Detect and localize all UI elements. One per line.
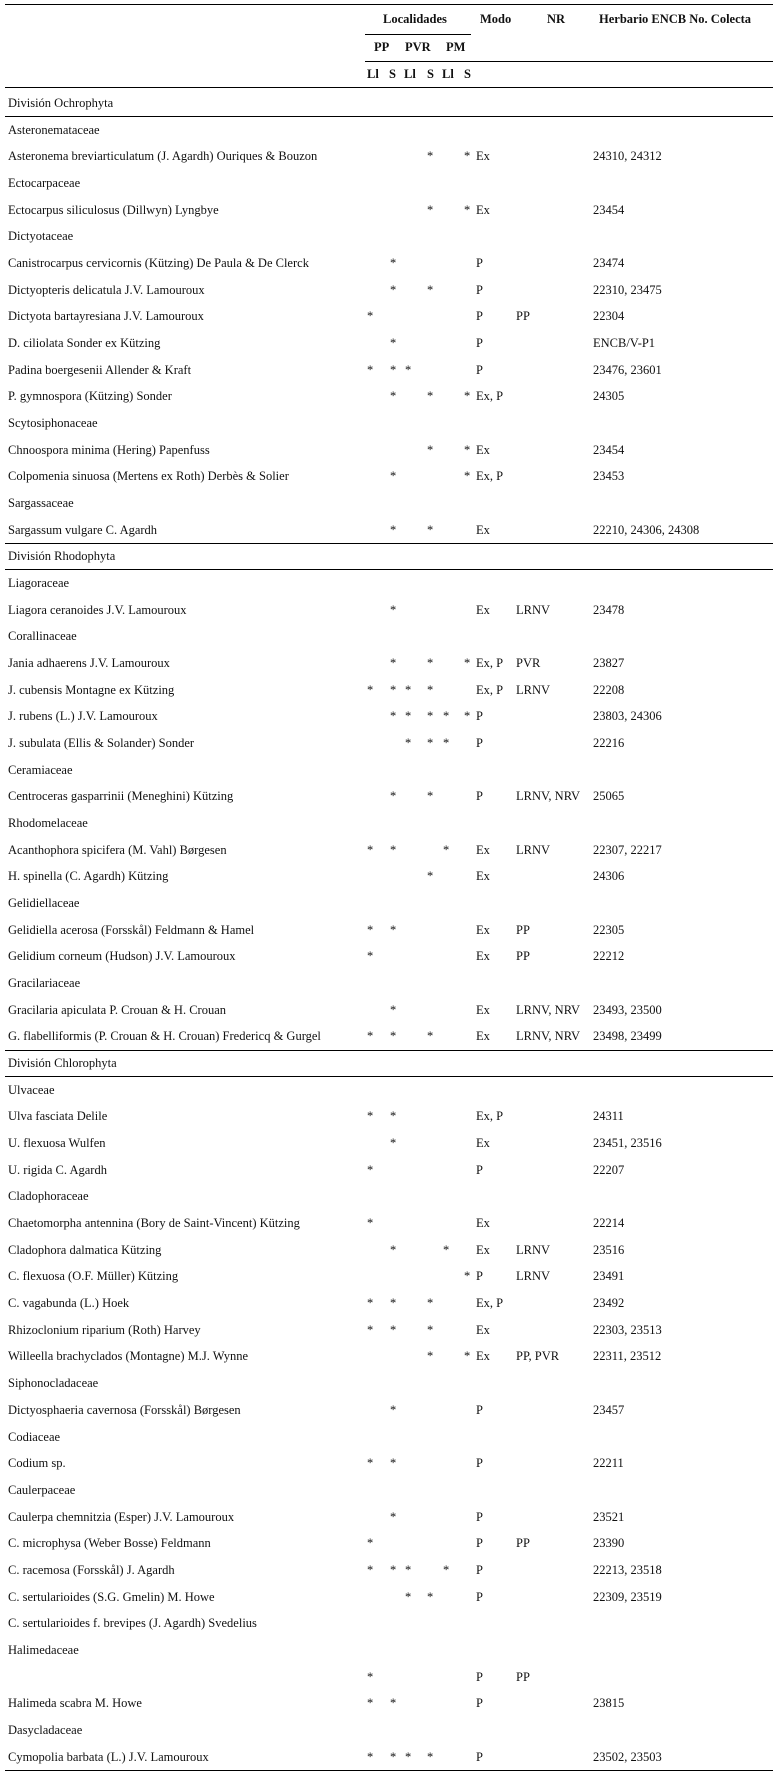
species-name: Dictyota bartayresiana J.V. Lamouroux [8,309,204,324]
nr-cell: PP, PVR [516,1349,560,1364]
herbario-cell: 23457 [593,1402,625,1417]
modo-cell: Ex [476,842,490,857]
herbario-cell: 23390 [593,1536,625,1551]
nr-cell: LRNV, NRV [516,1029,581,1044]
presence-mark: * [443,736,450,751]
division-heading: División Ochrophyta [8,96,114,110]
presence-mark: * [464,149,471,164]
presence-mark: * [390,469,397,484]
localidades-rule [365,34,471,35]
presence-mark: * [405,1749,412,1764]
header-sub-s-pvr: S [427,67,434,81]
presence-mark: * [427,1296,434,1311]
presence-mark: * [427,1749,434,1764]
header-sub-s-pm: S [464,67,471,81]
header-sub-ll-pp: Ll [367,67,379,81]
presence-mark: * [367,682,374,697]
modo-cell: P [476,1269,483,1284]
species-name: Dictyopteris delicatula J.V. Lamouroux [8,282,205,297]
header-site-pp: PP [374,40,390,54]
header-herbario: Herbario ENCB No. Colecta [599,12,752,26]
nr-cell: PP [516,309,530,324]
species-name: Colpomenia sinuosa (Mertens ex Roth) Derbès & Solier [8,469,289,484]
herbario-cell: 23803, 24306 [593,709,662,724]
presence-mark: * [427,1349,434,1364]
family-heading: Asteronemataceae [8,122,100,137]
species-name: H. spinella (C. Agardh) Kützing [8,869,169,884]
species-name: C. vagabunda (L.) Hoek [8,1296,130,1311]
modo-cell: Ex [476,1216,490,1231]
presence-mark: * [390,1749,397,1764]
herbario-cell: 23815 [593,1696,625,1711]
species-name: C. flexuosa (O.F. Müller) Kützing [8,1269,179,1284]
presence-mark: * [390,362,397,377]
header-site-pvr: PVR [405,40,431,54]
presence-mark: * [367,1162,374,1177]
herbario-cell: 23502, 23503 [593,1749,662,1764]
herbario-cell: 22311, 23512 [593,1349,662,1364]
herbario-cell: 22208 [593,682,625,697]
presence-mark: * [367,1322,374,1337]
modo-cell: Ex [476,149,490,164]
presence-mark: * [390,656,397,671]
modo-cell: P [476,1749,483,1764]
herbario-cell: 22214 [593,1216,625,1231]
species-name: Jania adhaerens J.V. Lamouroux [8,656,170,671]
presence-mark: * [367,922,374,937]
presence-mark: * [464,389,471,404]
species-name: Halimeda scabra M. Howe [8,1696,142,1711]
modo-cell: P [476,1162,483,1177]
herbario-cell: 23476, 23601 [593,362,662,377]
species-name: Acanthophora spicifera (M. Vahl) Børgesen [8,842,227,857]
family-heading: Liagoraceae [8,576,70,591]
species-name: C. sertularioides (S.G. Gmelin) M. Howe [8,1589,215,1604]
herbario-cell: 22213, 23518 [593,1562,662,1577]
modo-cell: Ex [476,949,490,964]
presence-mark: * [367,1669,374,1684]
family-heading: Gracilariaceae [8,976,81,991]
species-name: Cymopolia barbata (L.) J.V. Lamouroux [8,1749,209,1764]
family-heading: Dictyotaceae [8,229,74,244]
modo-cell: Ex [476,1029,490,1044]
presence-mark: * [464,1349,471,1364]
herbario-cell: 24310, 24312 [593,149,662,164]
nr-cell: LRNV [516,1269,551,1284]
nr-cell: PP [516,949,530,964]
herbario-cell: 24311 [593,1109,624,1124]
presence-mark: * [390,522,397,537]
subcol-rule [365,61,773,62]
herbario-cell: 22310, 23475 [593,282,662,297]
herbario-cell: ENCB/V-P1 [593,336,656,351]
modo-cell: Ex, P [476,682,504,697]
family-heading: Scytosiphonaceae [8,416,98,431]
modo-cell: P [476,736,483,751]
division-heading: División Chlorophyta [8,1056,117,1071]
modo-cell: P [476,1696,483,1711]
family-heading: Rhodomelaceae [8,816,88,831]
presence-mark: * [405,682,412,697]
presence-mark: * [367,1562,374,1577]
presence-mark: * [390,709,397,724]
species-name: Asteronema breviarticulatum (J. Agardh) Ouriques & Bouzon [8,149,318,164]
division-underline [5,569,773,570]
modo-cell: P [476,309,483,324]
presence-mark: * [464,202,471,217]
presence-mark: * [464,709,471,724]
modo-cell: P [476,336,483,351]
presence-mark: * [427,736,434,751]
species-name: Padina boergesenii Allender & Kraft [8,362,192,377]
herbario-cell: 23474 [593,256,625,271]
modo-cell: Ex [476,602,490,617]
presence-mark: * [464,442,471,457]
modo-cell: P [476,1509,483,1524]
presence-mark: * [427,682,434,697]
presence-mark: * [390,1562,397,1577]
herbario-cell: 23478 [593,602,625,617]
presence-mark: * [427,709,434,724]
presence-mark: * [390,1509,397,1524]
modo-cell: Ex, P [476,389,504,404]
family-heading: Halimedaceae [8,1642,79,1657]
presence-mark: * [390,1136,397,1151]
family-heading: Siphonocladaceae [8,1376,99,1391]
herbario-cell: 23516 [593,1242,625,1257]
header-nr: NR [547,12,566,26]
species-name: P. gymnospora (Kützing) Sonder [8,389,172,404]
division-underline [5,1076,773,1077]
modo-cell: Ex [476,1002,490,1017]
herbario-cell: 23454 [593,202,625,217]
header-sub-s-pp: S [389,67,396,81]
modo-cell: Ex [476,1136,490,1151]
modo-cell: Ex [476,1349,490,1364]
species-name: Willeella brachyclados (Montagne) M.J. Wynne [8,1349,249,1364]
presence-mark: * [367,362,374,377]
herbario-cell: 24306 [593,869,625,884]
herbario-cell: 22207 [593,1162,625,1177]
species-name: Gelidium corneum (Hudson) J.V. Lamouroux [8,949,236,964]
presence-mark: * [443,709,450,724]
family-heading: Ceramiaceae [8,762,73,777]
presence-mark: * [390,1402,397,1417]
presence-mark: * [390,842,397,857]
presence-mark: * [464,656,471,671]
modo-cell: Ex [476,1322,490,1337]
herbario-cell: 22303, 23513 [593,1322,662,1337]
herbario-cell: 22307, 22217 [593,842,662,857]
species-name: C. sertularioides f. brevipes (J. Agardh) Svedelius [8,1616,257,1631]
presence-mark: * [405,1589,412,1604]
presence-mark: * [367,1536,374,1551]
presence-mark: * [367,1029,374,1044]
herbario-cell: 22211 [593,1456,624,1471]
presence-mark: * [427,282,434,297]
header-site-pm: PM [446,40,466,54]
nr-cell: PP [516,1536,530,1551]
species-name: Codium sp. [8,1456,66,1471]
presence-mark: * [390,1696,397,1711]
modo-cell: P [476,282,483,297]
nr-cell: PVR [516,656,541,671]
modo-cell: P [476,709,483,724]
herbario-cell: 23827 [593,656,625,671]
herbario-cell: 23493, 23500 [593,1002,662,1017]
modo-cell: P [476,789,483,804]
modo-cell: Ex [476,522,490,537]
family-heading: Ectocarpaceae [8,176,81,190]
nr-cell: LRNV [516,602,551,617]
presence-mark: * [390,1322,397,1337]
species-name: C. racemosa (Forsskål) J. Agardh [8,1562,175,1577]
modo-cell: P [476,1589,483,1604]
herbario-cell: 25065 [593,789,625,804]
species-name: Centroceras gasparrinii (Meneghini) Kützing [8,789,234,804]
header-sub-ll-pm: Ll [442,67,454,81]
nr-cell: LRNV, NRV [516,789,581,804]
family-heading: Sargassaceae [8,496,74,511]
header-modo: Modo [480,12,512,26]
species-name: Chnoospora minima (Hering) Papenfuss [8,442,210,457]
species-name: J. subulata (Ellis & Solander) Sonder [8,736,195,751]
species-name: D. ciliolata Sonder ex Kützing [8,336,161,351]
presence-mark: * [390,1109,397,1124]
modo-cell: Ex, P [476,1109,504,1124]
division-underline [5,116,773,117]
family-heading: Gelidiellaceae [8,896,80,911]
modo-cell: Ex [476,869,490,884]
division-rule [5,543,773,544]
presence-mark: * [427,522,434,537]
herbario-cell: 22210, 24306, 24308 [593,522,700,537]
presence-mark: * [427,389,434,404]
family-heading: Cladophoraceae [8,1189,89,1204]
presence-mark: * [367,842,374,857]
presence-mark: * [390,336,397,351]
presence-mark: * [464,469,471,484]
presence-mark: * [390,282,397,297]
species-name: Caulerpa chemnitzia (Esper) J.V. Lamouroux [8,1509,235,1524]
top-rule [5,4,773,5]
presence-mark: * [405,1562,412,1577]
presence-mark: * [405,736,412,751]
presence-mark: * [443,1242,450,1257]
species-name: U. flexuosa Wulfen [8,1136,106,1151]
modo-cell: Ex [476,442,490,457]
presence-mark: * [427,442,434,457]
bottom-rule [5,1770,773,1771]
presence-mark: * [427,656,434,671]
species-name: G. flabelliformis (P. Crouan & H. Crouan) Fredericq & Gurgel [8,1029,321,1044]
presence-mark: * [390,789,397,804]
species-name: Cladophora dalmatica Kützing [8,1242,162,1257]
nr-cell: LRNV [516,842,551,857]
nr-cell: LRNV, NRV [516,1002,581,1017]
presence-mark: * [367,1696,374,1711]
species-name: J. cubensis Montagne ex Kützing [8,682,175,697]
presence-mark: * [405,362,412,377]
presence-mark: * [390,256,397,271]
modo-cell: P [476,1669,483,1684]
species-name: Dictyosphaeria cavernosa (Forsskål) Børgesen [8,1402,241,1417]
header-bottom-rule [5,87,773,88]
family-heading: Corallinaceae [8,629,77,644]
presence-mark: * [390,602,397,617]
family-heading: Dasycladaceae [8,1722,83,1737]
modo-cell: P [476,1402,483,1417]
herbario-cell: 23491 [593,1269,625,1284]
species-name: Ulva fasciata Delile [8,1109,108,1124]
presence-mark: * [427,869,434,884]
presence-mark: * [464,1269,471,1284]
presence-mark: * [427,149,434,164]
herbario-cell: 22212 [593,949,625,964]
herbario-cell: 23498, 23499 [593,1029,662,1044]
modo-cell: P [476,1562,483,1577]
herbario-cell: 23451, 23516 [593,1136,662,1151]
presence-mark: * [443,1562,450,1577]
presence-mark: * [405,709,412,724]
species-name: Gracilaria apiculata P. Crouan & H. Crouan [8,1002,226,1017]
modo-cell: Ex, P [476,656,504,671]
header-sub-ll-pvr: Ll [404,67,416,81]
division-rule [5,1050,773,1051]
modo-cell: Ex [476,1242,490,1257]
presence-mark: * [367,1296,374,1311]
species-name: Sargassum vulgare C. Agardh [8,522,158,537]
presence-mark: * [367,1109,374,1124]
division-heading: División Rhodophyta [8,549,116,564]
presence-mark: * [390,1242,397,1257]
modo-cell: Ex, P [476,1296,504,1311]
presence-mark: * [390,682,397,697]
species-name: Liagora ceranoides J.V. Lamouroux [8,602,187,617]
presence-mark: * [390,1029,397,1044]
presence-mark: * [427,789,434,804]
presence-mark: * [443,842,450,857]
species-name: U. rigida C. Agardh [8,1162,107,1177]
species-name: Gelidiella acerosa (Forsskål) Feldmann & Hamel [8,922,255,937]
presence-mark: * [427,1322,434,1337]
herbario-cell: 23521 [593,1509,625,1524]
header-localidades: Localidades [383,12,447,26]
presence-mark: * [367,1216,374,1231]
presence-mark: * [367,1749,374,1764]
presence-mark: * [427,1029,434,1044]
herbario-cell: 23453 [593,469,625,484]
herbario-cell: 24305 [593,389,625,404]
modo-cell: Ex [476,202,490,217]
species-name: Rhizoclonium riparium (Roth) Harvey [8,1322,201,1337]
species-name: Chaetomorpha antennina (Bory de Saint-Vincent) Kützing [8,1216,300,1231]
nr-cell: LRNV [516,1242,551,1257]
nr-cell: LRNV [516,682,551,697]
nr-cell: PP [516,922,530,937]
presence-mark: * [390,1456,397,1471]
modo-cell: P [476,1536,483,1551]
presence-mark: * [427,202,434,217]
family-heading: Ulvaceae [8,1082,55,1097]
herbario-cell: 23454 [593,442,625,457]
species-name: Canistrocarpus cervicornis (Kützing) De Paula & De Clerck [8,256,309,271]
herbario-cell: 22305 [593,922,625,937]
species-name: J. rubens (L.) J.V. Lamouroux [8,709,158,724]
presence-mark: * [390,1002,397,1017]
modo-cell: P [476,362,483,377]
modo-cell: Ex [476,922,490,937]
herbario-cell: 23492 [593,1296,625,1311]
presence-mark: * [367,1456,374,1471]
family-heading: Codiaceae [8,1429,61,1444]
presence-mark: * [390,922,397,937]
presence-mark: * [390,389,397,404]
modo-cell: P [476,1456,483,1471]
species-name: Ectocarpus siliculosus (Dillwyn) Lyngbye [8,202,219,217]
herbario-cell: 22216 [593,736,625,751]
presence-mark: * [427,1589,434,1604]
presence-mark: * [367,309,374,324]
nr-cell: PP [516,1669,530,1684]
presence-mark: * [390,1296,397,1311]
modo-cell: Ex, P [476,469,504,484]
species-name: C. microphysa (Weber Bosse) Feldmann [8,1536,211,1551]
herbario-cell: 22304 [593,309,625,324]
family-heading: Caulerpaceae [8,1482,76,1497]
presence-mark: * [367,949,374,964]
modo-cell: P [476,256,483,271]
herbario-cell: 22309, 23519 [593,1589,662,1604]
